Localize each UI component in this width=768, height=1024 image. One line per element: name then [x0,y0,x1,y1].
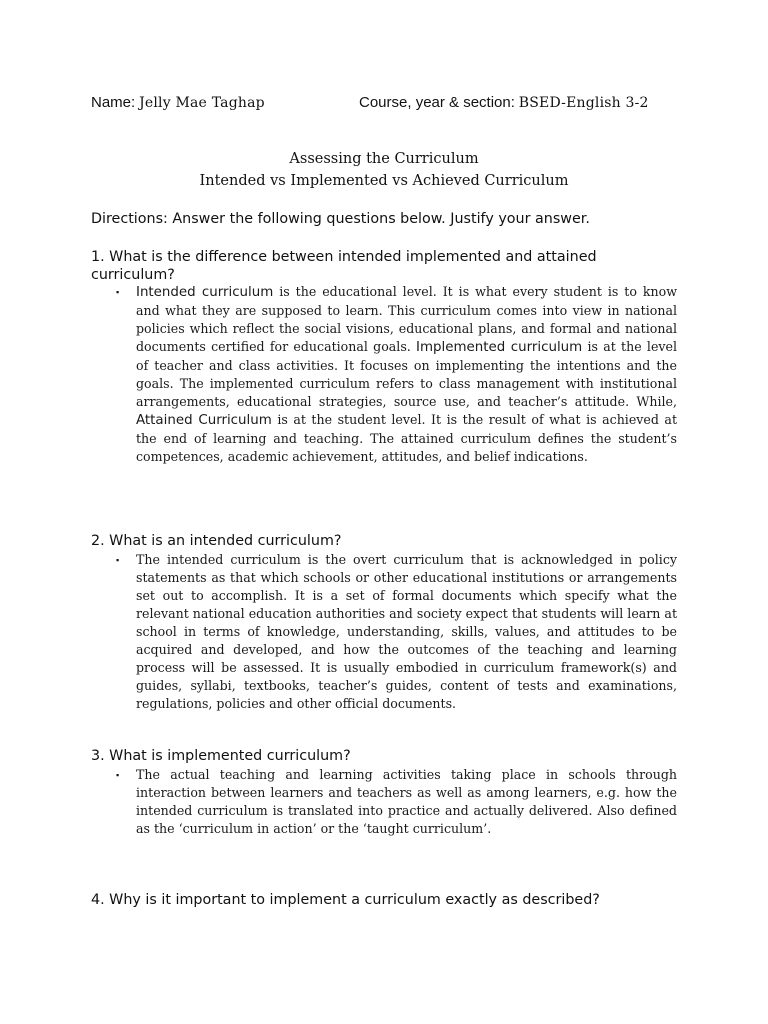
name-label: Name: [91,94,136,111]
term-attained-curriculum: Attained Curriculum [136,413,272,428]
course-value: BSED-English 3-2 [518,95,649,111]
bullet-icon: ▪ [116,287,120,297]
name-value: Jelly Mae Taghap [139,95,265,111]
bullet-icon: ▪ [116,555,120,565]
document-subtitle: Intended vs Implemented vs Achieved Curriculum [199,173,569,189]
answer-1-text-1: is the educational level. It is what every student is to know and what they are supposed to learn. This curriculum comes into view in national policies which reflect the social visions, educational plans, and formal and national documents certified for educational goals. [136,284,677,354]
answer-1 [136,283,677,466]
term-implemented-curriculum: Implemented curriculum [416,340,583,355]
question-2: 2. What is an intended curriculum? [91,533,342,549]
student-info-header [91,94,691,116]
question-1: 1. What is the difference between intended implemented and attained curriculum? [91,249,597,283]
term-intended-curriculum: Intended curriculum [136,285,274,300]
course-label: Course, year & section: [359,94,515,111]
question-4: 4. Why is it important to implement a curriculum exactly as described? [91,892,600,908]
directions-text: Directions: Answer the following questions below. Justify your answer. [91,211,590,227]
answer-2: The intended curriculum is the overt curriculum that is acknowledged in policy statements as that which schools or other educational institutions or arrangements set out to accomplish. It is a set of formal documents which specify what the relevant national education authorities and society expect that students will learn at school in terms of knowledge, understanding, skills, values, and attitudes to be acquired and developed, and how the outcomes of the teaching and learning process will be assessed. It is usually embodied in curriculum framework(s) and guides, syllabi, textbooks, teacher’s guides, content of tests and examinations, regulations, policies and other official documents. [136,552,677,711]
name-field [91,94,265,112]
question-3: 3. What is implemented curriculum? [91,748,351,764]
answer-1-text-2: is at the level of teacher and class activities. It focuses on implementing the intentions and the goals. The implemented curriculum refers to class management with institutional arrangements, educational strategies, source use, and teacher’s attitude. While, [136,339,677,409]
answer-1-text-3: is at the student level. It is the result of what is achieved at the end of learning and teaching. The attained curriculum defines the student’s competences, academic achievement, attitudes, and belief indications. [136,412,678,464]
bullet-icon: ▪ [116,770,120,780]
document-title: Assessing the Curriculum [289,151,479,167]
answer-3: The actual teaching and learning activities taking place in schools through interaction between learners and teachers as well as among learners, e.g. how the intended curriculum is translated into practice and actually delivered. Also defined as the ‘curriculum in action’ or the ‘taught curriculum’. [136,767,677,836]
course-field [359,94,649,112]
